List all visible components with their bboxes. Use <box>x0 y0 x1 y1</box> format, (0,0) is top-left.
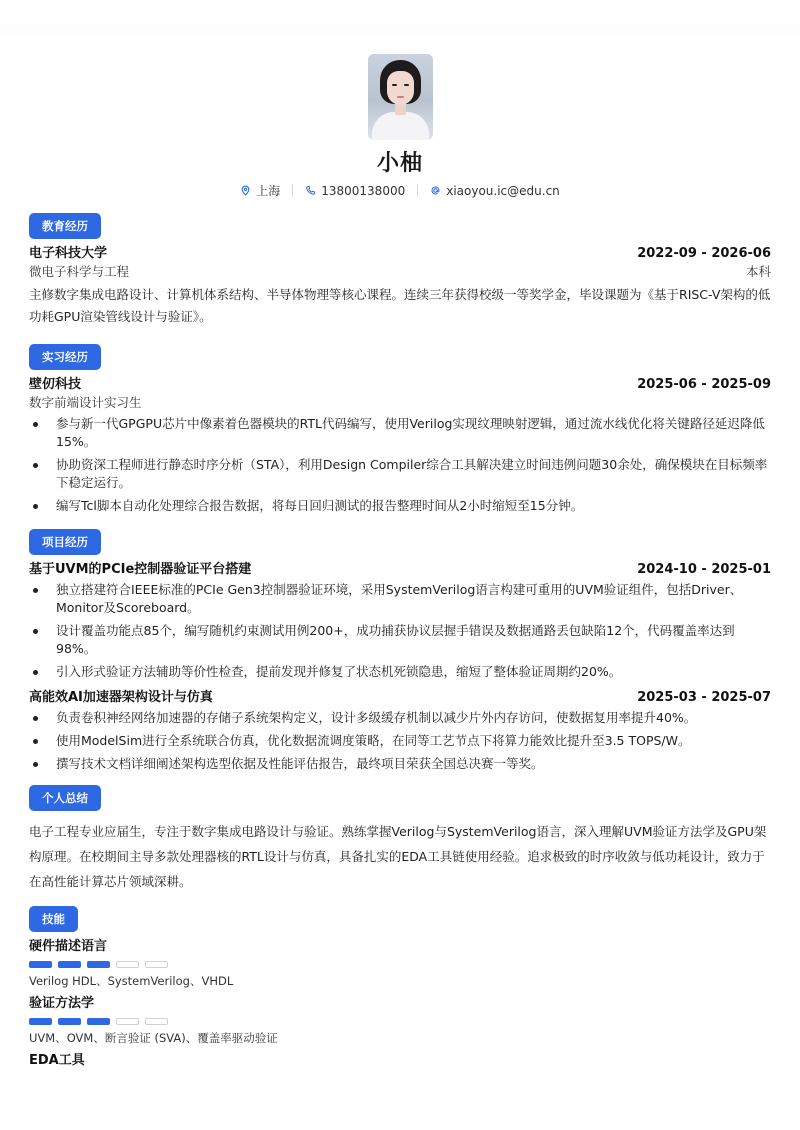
skill-desc: Verilog HDL、SystemVerilog、VHDL <box>29 974 234 988</box>
level-filled <box>58 961 81 968</box>
project-date: 2024-10 - 2025-01 <box>637 562 771 577</box>
summary-text: 电子工程专业应届生，专注于数字集成电路设计与验证。熟练掌握Verilog与SystemVerilog语言，深入理解UVM验证方法学及GPU架构原理。在校期间主导多款处理器核的RTL设计与仿真，具备扎实的EDA工具链使用经验。追求极致的时序收敛与低功耗设计，致力于在高性能计算芯片领域深耕。 <box>29 824 767 889</box>
bullet-item: 独立搭建符合IEEE标准的PCIe Gen3控制器验证环境，采用SystemVerilog语言构建可重用的UVM验证组件，包括Driver、Monitor及Scoreboard。 <box>29 581 771 617</box>
company-name: 壁仞科技 <box>29 377 82 392</box>
skill-desc: UVM、OVM、断言验证 (SVA)、覆盖率驱动验证 <box>29 1031 278 1045</box>
level-empty <box>145 1018 168 1025</box>
level-filled <box>58 1018 81 1025</box>
education-date: 2022-09 - 2026-06 <box>637 246 771 261</box>
school-name: 电子科技大学 <box>29 246 108 261</box>
section-summary <box>29 785 771 894</box>
bullet-item: 编写Tcl脚本自动化处理综合报告数据，将每日回归测试的报告整理时间从2小时缩短至15分钟。 <box>29 497 771 515</box>
skill-item <box>29 1052 771 1070</box>
section-education <box>29 213 771 328</box>
bullet-item: 协助资深工程师进行静态时序分析（STA），利用Design Compiler综合工具解决建立时间违例问题30余处，确保模块在目标频率下稳定运行。 <box>29 456 771 492</box>
skill-level-bar <box>29 1018 771 1025</box>
education-description: 主修数字集成电路设计、计算机体系结构、半导体物理等核心课程。连续三年获得校级一等奖学金，毕设课题为《基于RISC-V架构的低功耗GPU渲染管线设计与验证》。 <box>29 287 771 324</box>
candidate-name: 小柚 <box>376 151 423 176</box>
skill-level-bar <box>29 961 771 968</box>
level-filled <box>87 961 110 968</box>
at-email-icon <box>430 185 441 196</box>
email-text: xiaoyou.ic@edu.cn <box>446 183 560 198</box>
project-bullets <box>29 581 771 681</box>
skill-name: 硬件描述语言 <box>29 939 108 954</box>
level-empty <box>145 961 168 968</box>
degree: 本科 <box>745 264 771 279</box>
location-pin-icon <box>240 185 251 196</box>
bullet-item: 设计覆盖功能点85个，编写随机约束测试用例200+，成功捕获协议层握手错误及数据通路丢包缺陷12个，代码覆盖率达到98%。 <box>29 622 771 658</box>
section-skills <box>29 906 771 1070</box>
education-entry <box>29 245 771 328</box>
internship-date: 2025-06 - 2025-09 <box>637 377 771 392</box>
project-date: 2025-03 - 2025-07 <box>637 690 771 705</box>
level-filled <box>87 1018 110 1025</box>
section-tag-skills: 技能 <box>29 906 78 932</box>
phone-icon <box>305 185 316 196</box>
phone-text: 13800138000 <box>321 183 406 198</box>
internship-bullets <box>29 415 771 515</box>
level-filled <box>29 1018 52 1025</box>
skill-item <box>29 938 771 989</box>
level-empty <box>116 961 139 968</box>
bullet-item: 引入形式验证方法辅助等价性检查，提前发现并修复了状态机死锁隐患，缩短了整体验证周期约20%。 <box>29 663 771 681</box>
skill-name: 验证方法学 <box>29 996 95 1011</box>
bullet-item: 撰写技术文档详细阐述架构选型依据及性能评估报告，最终项目荣获全国总决赛一等奖。 <box>29 755 771 773</box>
major: 微电子科学与工程 <box>29 264 130 279</box>
bullet-item: 负责卷积神经网络加速器的存储子系统架构定义，设计多级缓存机制以减少片外内存访问，使数据复用率提升40%。 <box>29 709 771 727</box>
skill-item <box>29 995 771 1046</box>
contact-bar <box>240 182 560 199</box>
contact-location <box>240 182 280 199</box>
level-empty <box>116 1018 139 1025</box>
skill-name: EDA工具 <box>29 1053 85 1068</box>
section-tag-internship: 实习经历 <box>29 344 101 370</box>
internship-entry <box>29 376 771 515</box>
location-text: 上海 <box>256 184 281 198</box>
project-entry <box>29 561 771 681</box>
project-bullets <box>29 709 771 773</box>
avatar <box>368 54 433 140</box>
divider <box>292 184 293 197</box>
bullet-item: 参与新一代GPGPU芯片中像素着色器模块的RTL代码编写，使用Verilog实现纹理映射逻辑，通过流水线优化将关键路径延迟降低15%。 <box>29 415 771 451</box>
bullet-item: 使用ModelSim进行全系统联合仿真，优化数据流调度策略，在同等工艺节点下将算力能效比提升至3.5 TOPS/W。 <box>29 732 771 750</box>
project-name: 高能效AI加速器架构设计与仿真 <box>29 690 213 705</box>
section-internship <box>29 344 771 515</box>
section-projects <box>29 529 771 773</box>
resume-header <box>29 54 771 199</box>
project-entry <box>29 689 771 773</box>
job-role: 数字前端设计实习生 <box>29 395 142 410</box>
divider <box>417 184 418 197</box>
contact-phone <box>305 184 405 198</box>
contact-email <box>430 184 560 198</box>
section-tag-summary: 个人总结 <box>29 785 101 811</box>
section-tag-projects: 项目经历 <box>29 529 101 555</box>
level-filled <box>29 961 52 968</box>
section-tag-education: 教育经历 <box>29 213 101 239</box>
project-name: 基于UVM的PCIe控制器验证平台搭建 <box>29 562 252 577</box>
